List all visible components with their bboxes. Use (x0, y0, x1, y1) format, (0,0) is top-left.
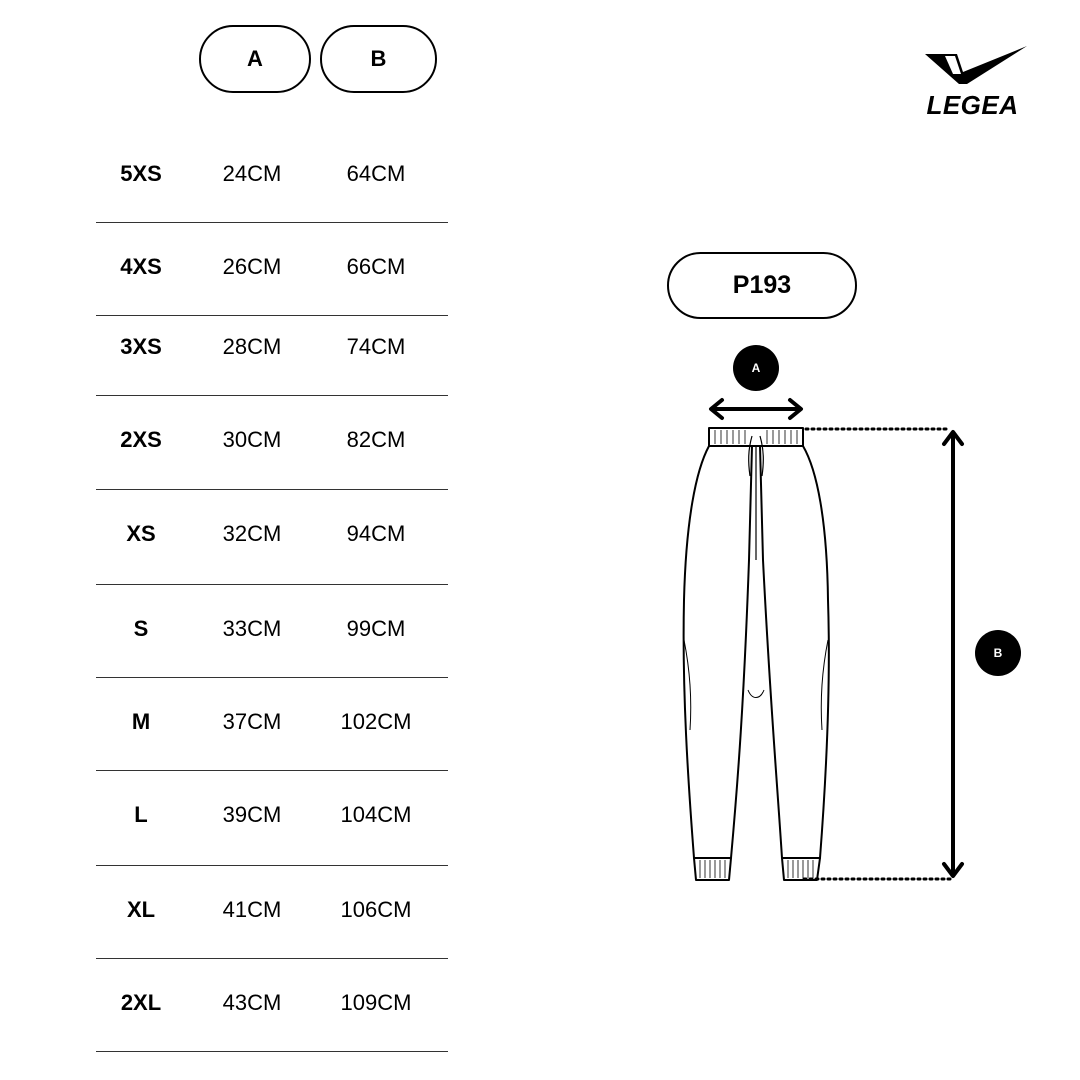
size-label: M (131, 709, 151, 734)
size-label: 2XS (120, 427, 162, 452)
measure-b: 109CM (340, 990, 412, 1015)
row-divider (96, 584, 448, 585)
column-header-a: A (199, 25, 311, 93)
measure-b: 104CM (340, 802, 412, 827)
row-divider (96, 315, 448, 316)
measure-b: 102CM (340, 709, 412, 734)
measure-a: 37CM (222, 709, 282, 734)
row-divider (96, 958, 448, 959)
table-row (96, 988, 448, 1018)
size-label: 5XS (120, 161, 162, 186)
table-row (96, 425, 448, 455)
row-divider (96, 1051, 448, 1052)
measure-b: 66CM (346, 254, 406, 279)
size-label: S (133, 616, 149, 641)
table-row (96, 800, 448, 830)
measure-a: 32CM (222, 521, 282, 546)
measure-a: 26CM (222, 254, 282, 279)
measure-badge-a: A (733, 345, 779, 391)
row-divider (96, 865, 448, 866)
measure-b: 94CM (346, 521, 406, 546)
legea-swoosh-icon (923, 44, 1029, 86)
table-row (96, 252, 448, 282)
row-divider (96, 770, 448, 771)
table-row (96, 332, 448, 362)
measure-a: 24CM (222, 161, 282, 186)
row-divider (96, 677, 448, 678)
model-code: P193 (667, 252, 857, 319)
waistband-ribs (715, 430, 797, 444)
cuff-ribs (700, 860, 813, 878)
drawstring (749, 436, 764, 560)
table-row (96, 159, 448, 189)
size-label: 3XS (120, 334, 162, 359)
measure-b: 99CM (346, 616, 406, 641)
column-header-b: B (320, 25, 437, 93)
row-divider (96, 395, 448, 396)
measure-a: 28CM (222, 334, 282, 359)
pants-outline (684, 428, 829, 880)
measure-b: 74CM (346, 334, 406, 359)
size-label: XL (126, 897, 156, 922)
knee-creases (684, 640, 828, 730)
size-label: 4XS (120, 254, 162, 279)
measure-a: 39CM (222, 802, 282, 827)
table-row (96, 895, 448, 925)
measure-a: 33CM (222, 616, 282, 641)
size-label: 2XL (120, 990, 162, 1015)
size-label: L (134, 802, 148, 827)
size-label: XS (126, 521, 156, 546)
measure-badge-b: B (975, 630, 1021, 676)
measure-b: 82CM (346, 427, 406, 452)
table-row (96, 614, 448, 644)
brand-name: LEGEA (926, 90, 1019, 120)
measure-a: 30CM (222, 427, 282, 452)
measure-b: 106CM (340, 897, 412, 922)
width-arrow-a (711, 400, 801, 418)
measure-b: 64CM (346, 161, 406, 186)
brand-logo (915, 44, 1030, 119)
measure-a: 43CM (222, 990, 282, 1015)
measure-a: 41CM (222, 897, 282, 922)
row-divider (96, 222, 448, 223)
table-row (96, 707, 448, 737)
table-row (96, 519, 448, 549)
row-divider (96, 489, 448, 490)
length-arrow-b (804, 429, 962, 879)
